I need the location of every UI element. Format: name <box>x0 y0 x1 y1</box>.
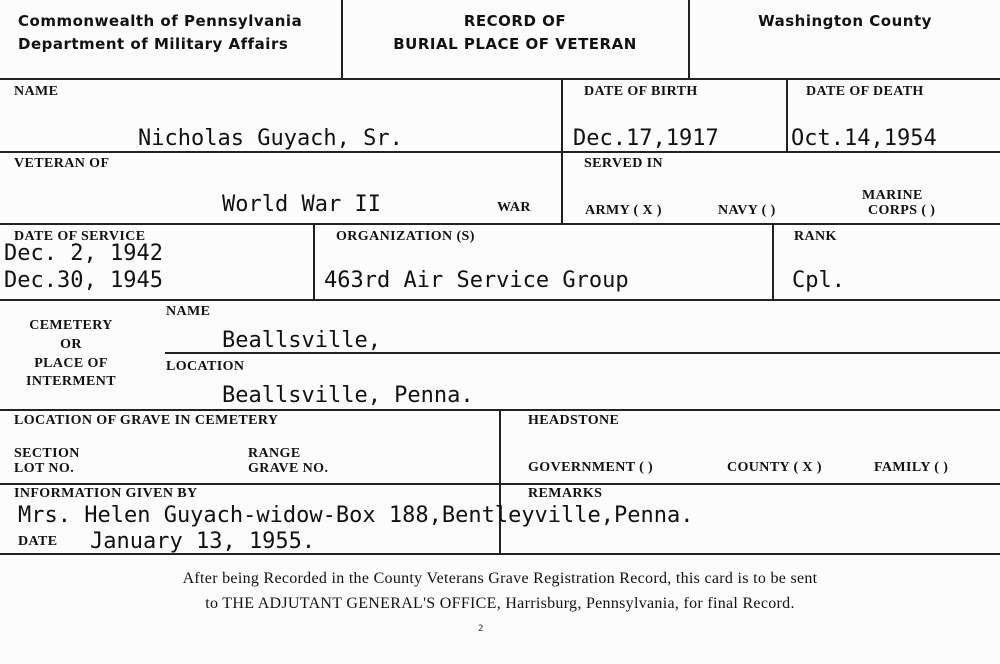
headstone-family-option: FAMILY ( ) <box>874 460 949 475</box>
army-option: ARMY ( X ) <box>585 203 662 218</box>
divider <box>499 409 501 554</box>
navy-option: NAVY ( ) <box>718 203 776 218</box>
divider <box>0 151 1000 153</box>
lot-no-label: LOT NO. <box>14 461 75 476</box>
divider <box>0 223 1000 225</box>
grave-location-label: LOCATION OF GRAVE IN CEMETERY <box>14 413 279 428</box>
date-of-birth-value: Dec.17,1917 <box>573 126 719 151</box>
headstone-government-option: GOVERNMENT ( ) <box>528 460 654 475</box>
headstone-county-option: COUNTY ( X ) <box>727 460 822 475</box>
marine-corps-option: CORPS ( ) <box>868 203 936 218</box>
divider <box>786 78 788 152</box>
service-end-date: Dec.30, 1945 <box>4 268 163 293</box>
date-label: DATE <box>18 534 58 549</box>
cemetery-name-label: NAME <box>166 304 211 319</box>
date-of-service-label: DATE OF SERVICE <box>14 229 146 244</box>
cemetery-label: CEMETERY <box>29 318 113 333</box>
rank-value: Cpl. <box>792 268 845 293</box>
cemetery-or-label: OR <box>60 337 82 352</box>
war-name: World War II <box>222 192 381 217</box>
section-label: SECTION <box>14 446 80 461</box>
divider <box>341 0 343 79</box>
issuer-line-2: Department of Military Affairs <box>18 35 289 53</box>
form-title-line-1: RECORD OF <box>463 12 567 30</box>
veteran-of-label: VETERAN OF <box>14 156 110 171</box>
divider <box>0 78 1000 80</box>
date-value: January 13, 1955. <box>90 529 316 554</box>
divider <box>0 299 1000 301</box>
instructions-line-1: After being Recorded in the County Veterans Grave Registration Record, this card is to be sent <box>182 570 818 587</box>
divider <box>313 223 315 300</box>
county-name: Washington County <box>758 12 932 30</box>
remarks-label: REMARKS <box>528 486 603 501</box>
printer-mark: 2 <box>478 624 484 634</box>
place-of-label: PLACE OF <box>34 356 108 371</box>
war-label: WAR <box>497 200 531 215</box>
marine-label: MARINE <box>862 188 923 203</box>
information-given-by-label: INFORMATION GIVEN BY <box>14 486 198 501</box>
name-label: NAME <box>14 84 59 99</box>
divider <box>772 223 774 300</box>
date-of-birth-label: DATE OF BIRTH <box>584 84 698 99</box>
interment-label: INTERMENT <box>26 374 116 389</box>
divider <box>688 0 690 79</box>
issuer-line-1: Commonwealth of Pennsylvania <box>18 12 303 30</box>
form-title-line-2: BURIAL PLACE OF VETERAN <box>393 35 637 53</box>
divider <box>561 78 563 224</box>
rank-label: RANK <box>794 229 837 244</box>
organization-value: 463rd Air Service Group <box>324 268 629 293</box>
cemetery-location-value: Beallsville, Penna. <box>222 383 474 408</box>
veteran-name: Nicholas Guyach, Sr. <box>138 126 403 151</box>
cemetery-name-value: Beallsville, <box>222 328 381 353</box>
date-of-death-label: DATE OF DEATH <box>806 84 924 99</box>
range-label: RANGE <box>248 446 301 461</box>
cemetery-location-label: LOCATION <box>166 359 245 374</box>
served-in-label: SERVED IN <box>584 156 663 171</box>
date-of-death-value: Oct.14,1954 <box>791 126 937 151</box>
instructions-line-2: to THE ADJUTANT GENERAL'S OFFICE, Harrisburg, Pennsylvania, for final Record. <box>205 595 795 612</box>
service-start-date: Dec. 2, 1942 <box>4 241 163 266</box>
organization-label: ORGANIZATION (S) <box>336 229 475 244</box>
headstone-label: HEADSTONE <box>528 413 620 428</box>
informant-value: Mrs. Helen Guyach-widow-Box 188,Bentleyville,Penna. <box>18 503 694 528</box>
grave-no-label: GRAVE NO. <box>248 461 329 476</box>
